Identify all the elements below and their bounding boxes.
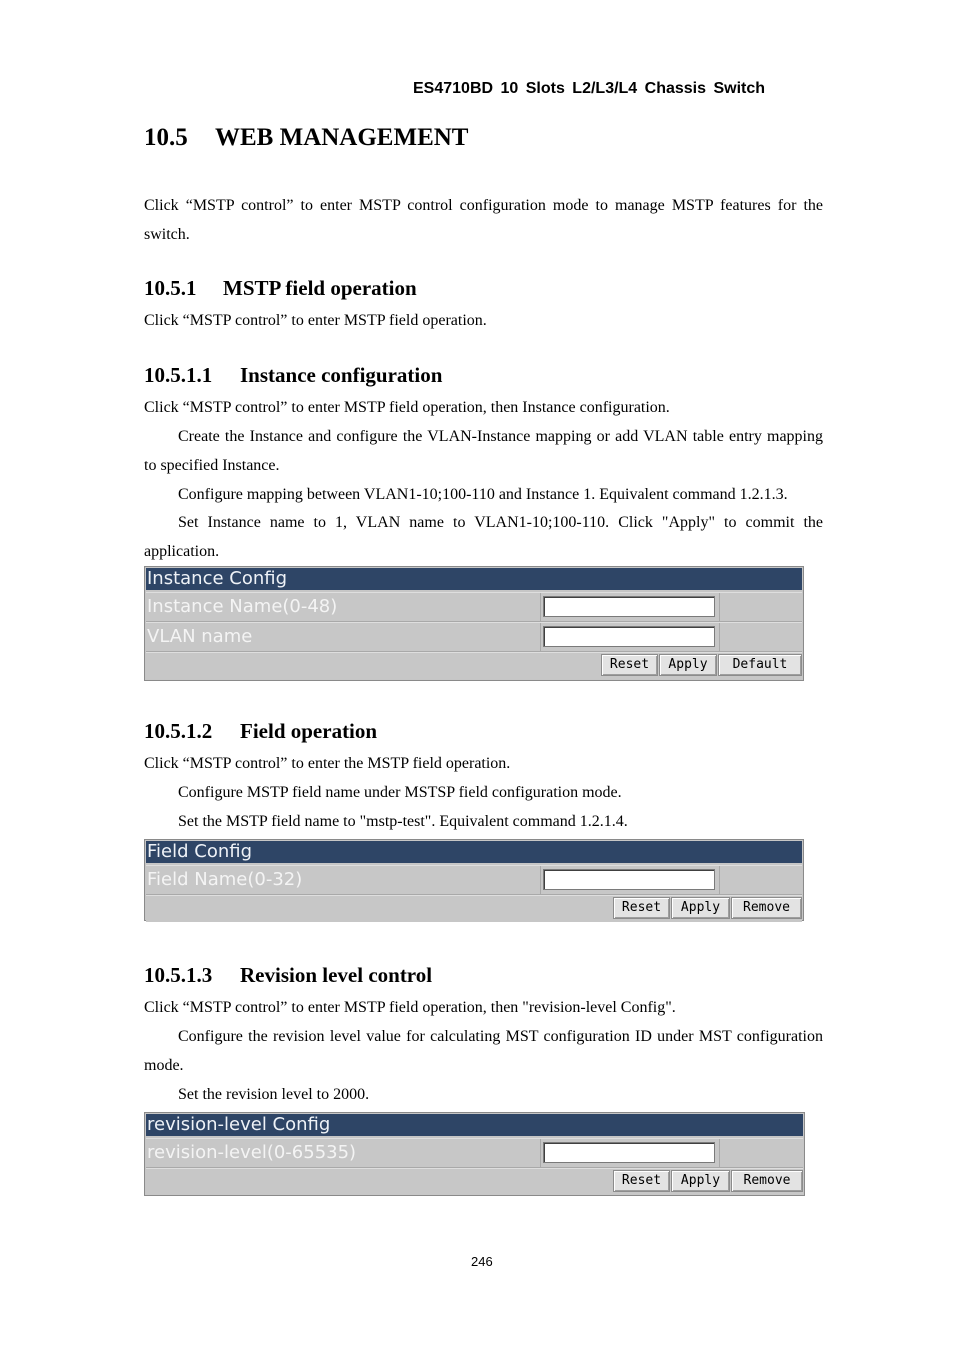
subsection-title: Instance configuration	[240, 363, 443, 387]
reset-button[interactable]: Reset	[613, 1170, 670, 1192]
field-name-row	[146, 865, 802, 895]
cell-divider	[719, 623, 720, 651]
running-header: ES4710BD 10 Slots L2/L3/L4 Chassis Switch	[413, 80, 766, 97]
section-heading	[144, 124, 468, 152]
panel-title: revision-level Config	[146, 1114, 803, 1136]
subsection-title: Field operation	[240, 719, 378, 743]
reset-button[interactable]: Reset	[601, 654, 658, 676]
vlan-name-row	[146, 622, 802, 652]
field-line-2: Configure MSTP field name under MSTSP field configuration mode.	[178, 784, 622, 801]
revision-line-1: Click “MSTP control” to enter MSTP field operation, then "revision-level Config".	[144, 999, 676, 1016]
field-label: Field Name(0-32)	[146, 866, 541, 894]
panel-title: Field Config	[146, 841, 802, 863]
subsection-number: 10.5.1.3	[144, 963, 213, 987]
instance-para-4: Set Instance name to 1, VLAN name to VLAN1-10;100-110. Click "Apply" to commit the application.	[144, 514, 823, 560]
field-config-panel	[144, 839, 804, 921]
subsection-heading-10-5-1-1	[144, 363, 442, 388]
section-intro: Click “MSTP control” to enter MSTP control configuration mode to manage MSTP features for the switch.	[144, 197, 823, 243]
page-number: 246	[471, 1254, 493, 1269]
revision-level-row	[146, 1138, 803, 1168]
cell-divider	[719, 866, 720, 894]
subsection-title: Revision level control	[240, 963, 433, 987]
subsection-title: MSTP field operation	[223, 276, 417, 300]
field-line-1: Click “MSTP control” to enter the MSTP field operation.	[144, 755, 511, 772]
cell-divider	[719, 1139, 720, 1167]
remove-button[interactable]: Remove	[731, 897, 802, 919]
revision-para-2: Configure the revision level value for calculating MST configuration ID under MST configuration mode.	[144, 1028, 823, 1074]
reset-button[interactable]: Reset	[613, 897, 670, 919]
revision-level-input[interactable]	[543, 1142, 715, 1163]
subsection-number: 10.5.1.1	[144, 363, 213, 387]
revision-level-config-panel	[144, 1112, 805, 1196]
cell-divider	[719, 593, 720, 621]
section-title: WEB MANAGEMENT	[215, 124, 469, 151]
apply-button[interactable]: Apply	[659, 654, 717, 676]
field-label: Instance Name(0-48)	[146, 593, 541, 621]
instance-config-panel	[144, 566, 804, 681]
apply-button[interactable]: Apply	[671, 897, 730, 919]
instance-para-2: Create the Instance and configure the VLAN-Instance mapping or add VLAN table entry mapping to specified Instance.	[144, 428, 823, 474]
instance-name-row	[146, 592, 802, 622]
button-row	[146, 895, 802, 922]
revision-line-3: Set the revision level to 2000.	[178, 1086, 370, 1103]
subsection-text: Click “MSTP control” to enter MSTP field operation.	[144, 312, 487, 329]
panel-title: Instance Config	[146, 568, 802, 590]
button-row	[146, 1168, 803, 1195]
default-button[interactable]: Default	[718, 654, 802, 676]
subsection-number: 10.5.1	[144, 276, 197, 300]
subsection-heading-10-5-1-3	[144, 963, 432, 988]
apply-button[interactable]: Apply	[671, 1170, 730, 1192]
field-line-3: Set the MSTP field name to "mstp-test". Equivalent command 1.2.1.4.	[178, 813, 628, 830]
field-name-input[interactable]	[543, 869, 715, 890]
vlan-name-input[interactable]	[543, 626, 715, 647]
field-label: revision-level(0-65535)	[146, 1139, 541, 1167]
section-number: 10.5	[144, 124, 188, 151]
instance-line-1: Click “MSTP control” to enter MSTP field operation, then Instance configuration.	[144, 399, 670, 416]
subsection-number: 10.5.1.2	[144, 719, 213, 743]
field-label: VLAN name	[146, 623, 541, 651]
remove-button[interactable]: Remove	[731, 1170, 803, 1192]
subsection-heading-10-5-1-2	[144, 719, 377, 744]
instance-line-3: Configure mapping between VLAN1-10;100-110 and Instance 1. Equivalent command 1.2.1.3.	[178, 486, 788, 503]
subsection-heading-10-5-1	[144, 276, 417, 301]
button-row	[146, 652, 802, 679]
instance-name-input[interactable]	[543, 596, 715, 617]
